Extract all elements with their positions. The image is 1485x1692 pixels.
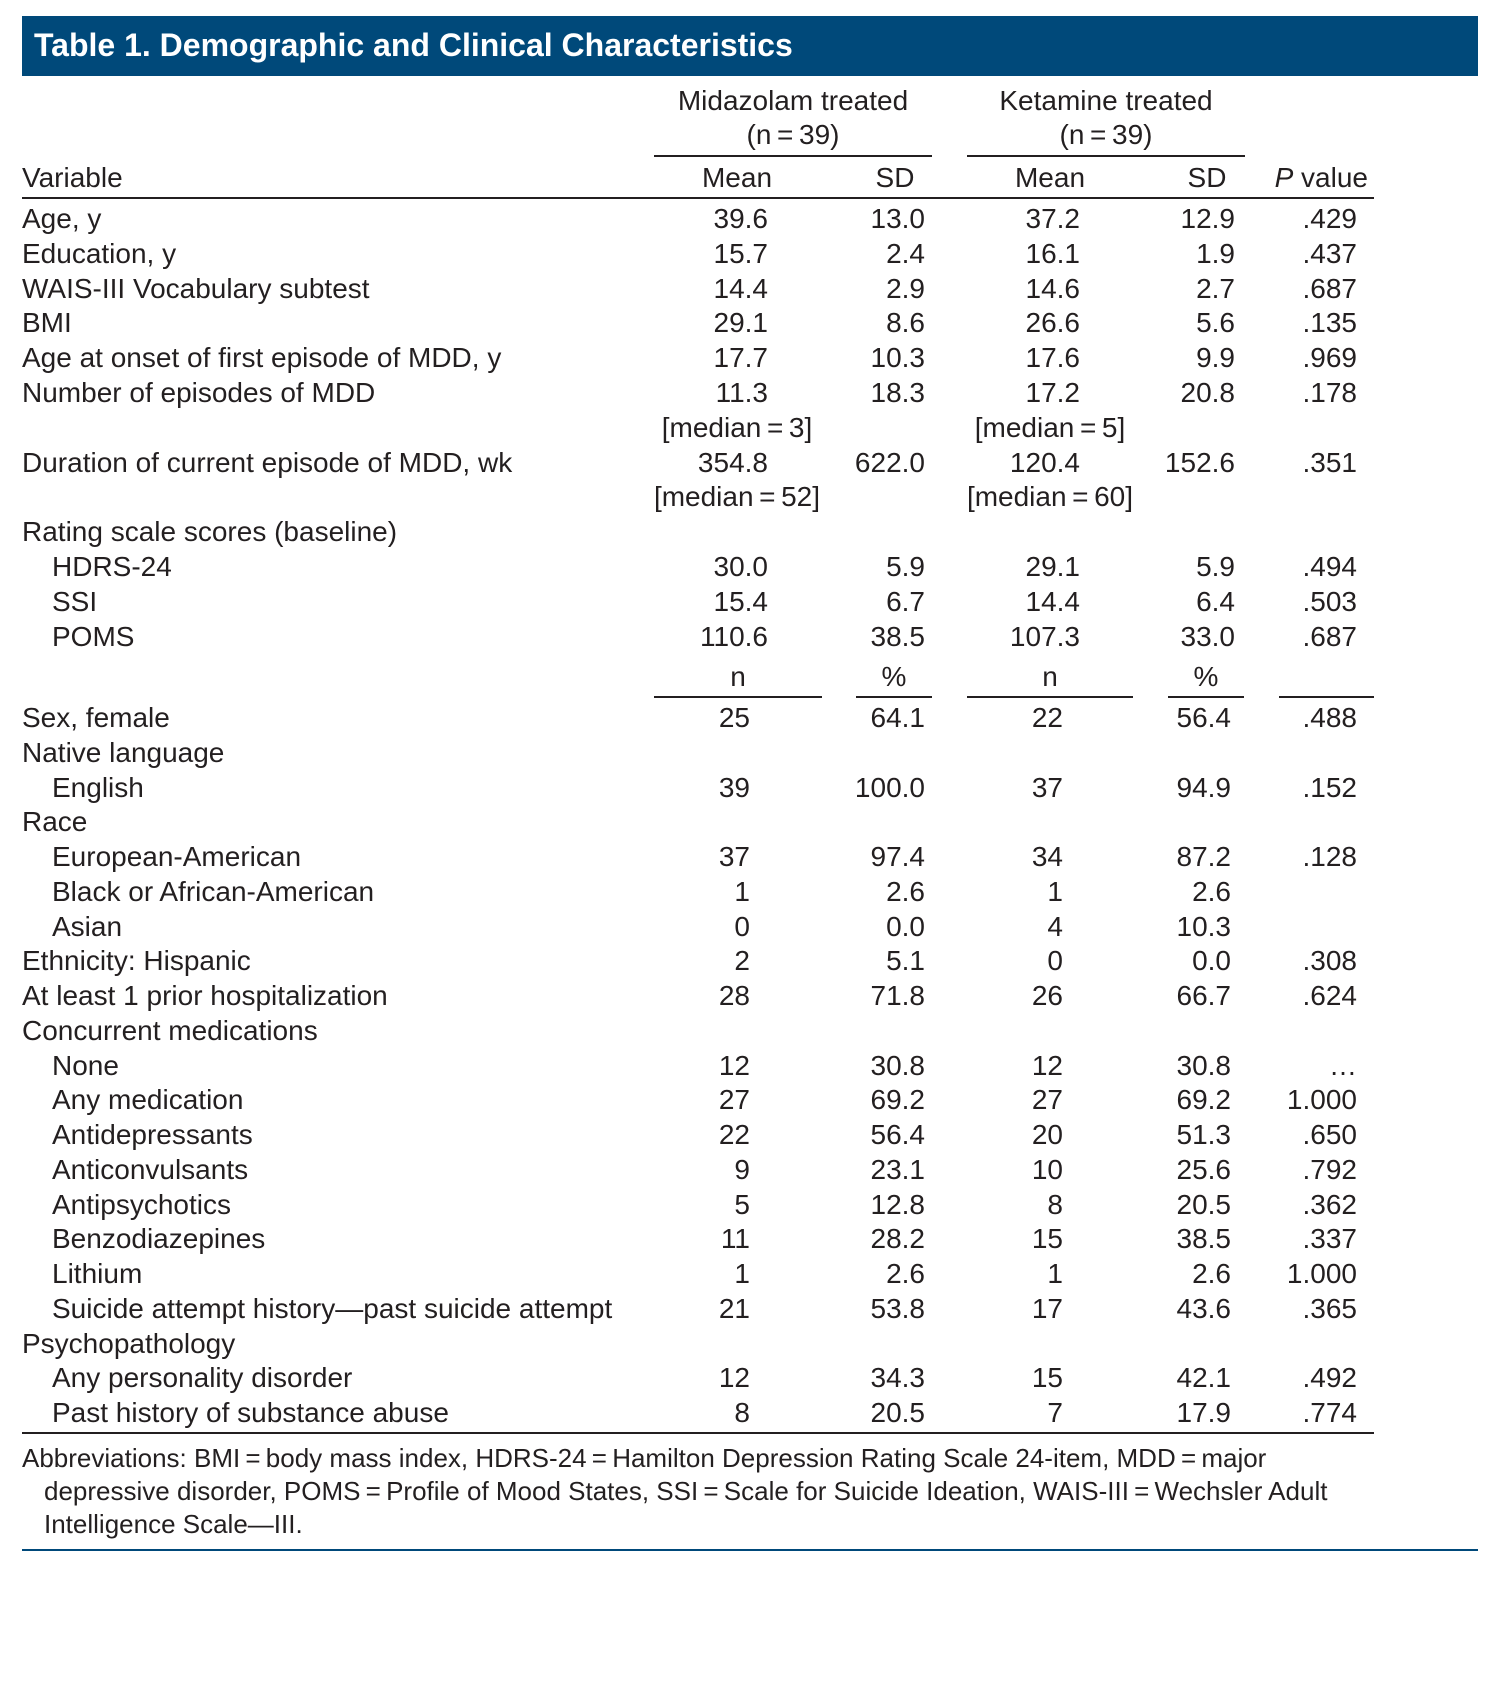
- row-label: POMS: [52, 620, 135, 652]
- cell-midazolam-sd: 5.9: [886, 551, 925, 582]
- cell-midazolam-n: 22: [718, 1119, 750, 1150]
- cell-midazolam-pct: 69.2: [870, 1084, 925, 1116]
- cell-ketamine-mean: 14.6: [1025, 272, 1080, 304]
- cell-ketamine-n: 15: [1031, 1223, 1063, 1255]
- cell-midazolam-n: 8: [734, 1397, 750, 1428]
- row-label: Ethnicity: Hispanic: [22, 945, 251, 977]
- cell-midazolam-sd: 10.3: [870, 342, 925, 374]
- col-header-ketamine-sd: SD: [1187, 162, 1227, 193]
- cell-ketamine-pct: 51.3: [1176, 1119, 1231, 1150]
- cell-ketamine-pct: 42.1: [1176, 1362, 1231, 1394]
- cell-p-value: .503: [1302, 585, 1357, 617]
- cell-ketamine-mean: 17.2: [1025, 377, 1080, 408]
- col-header-midazolam-sd: SD: [875, 162, 915, 193]
- cell-ketamine-n: 17: [1031, 1292, 1063, 1324]
- cell-midazolam-pct: 64.1: [870, 702, 925, 733]
- cell-midazolam-mean: 110.6: [700, 620, 768, 652]
- cell-ketamine-sd: 6.4: [1196, 585, 1235, 617]
- cell-ketamine-n: 7: [1047, 1397, 1063, 1428]
- row-label: Age, y: [22, 203, 102, 234]
- cell-p-value: .365: [1302, 1292, 1357, 1324]
- cell-ketamine-sd: 12.9: [1180, 203, 1235, 234]
- row-label: Number of episodes of MDD: [22, 377, 376, 408]
- cell-ketamine-mean: 29.1: [1025, 551, 1080, 582]
- cell-ketamine-sd: 1.9: [1196, 237, 1235, 269]
- cell-p-value: 1.000: [1286, 1258, 1357, 1289]
- cell-midazolam-mean: 17.7: [713, 342, 768, 374]
- cell-midazolam-pct: 2.6: [886, 1258, 925, 1289]
- row-label: Education, y: [22, 237, 177, 269]
- cell-midazolam-mean: 11.3: [715, 377, 768, 408]
- cell-midazolam-pct: 56.4: [870, 1119, 925, 1150]
- group-ketamine-n: (n = 39): [1059, 119, 1153, 150]
- col-header-ketamine-mean: Mean: [1014, 162, 1086, 193]
- col-header-ketamine-pct: %: [1193, 661, 1219, 692]
- cell-midazolam-sd: 6.7: [886, 585, 925, 617]
- cell-midazolam-pct: 12.8: [870, 1188, 925, 1220]
- col-header-midazolam-n: n: [730, 661, 746, 692]
- cell-midazolam-pct: 30.8: [870, 1049, 925, 1081]
- row-label: Lithium: [52, 1258, 143, 1289]
- subheader-rule-k-n: [967, 696, 1133, 698]
- cell-ketamine-pct: 30.8: [1176, 1049, 1231, 1081]
- cell-p-value: .650: [1302, 1119, 1357, 1150]
- cell-midazolam-pct: 20.5: [870, 1397, 925, 1428]
- group-rule-midazolam: [654, 155, 932, 157]
- cell-midazolam-n: 12: [718, 1362, 750, 1394]
- cell-ketamine-mean: 17.6: [1025, 342, 1080, 374]
- cell-midazolam-pct: 2.6: [886, 875, 925, 907]
- row-label: Sex, female: [22, 702, 170, 733]
- cell-ketamine-sd: 20.8: [1180, 377, 1235, 408]
- cell-midazolam-pct: 5.1: [886, 945, 925, 977]
- col-header-midazolam-mean: Mean: [701, 162, 773, 193]
- footnote-line-3: Intelligence Scale—III.: [44, 1509, 303, 1539]
- cell-midazolam-mean: 39.6: [713, 203, 768, 234]
- row-label: BMI: [22, 307, 72, 339]
- subheader-rule-m-n: [654, 696, 822, 698]
- cell-ketamine-pct: 25.6: [1176, 1153, 1231, 1185]
- cell-midazolam-n: 39: [718, 771, 750, 803]
- subheader-rule-k-pct: [1168, 696, 1244, 698]
- cell-midazolam-mean: 14.4: [713, 272, 768, 304]
- cell-midazolam-sd: 622.0: [854, 446, 925, 478]
- cell-midazolam-n: 2: [734, 945, 750, 977]
- footer-blue-rule: [22, 1549, 1478, 1551]
- row-label: Concurrent medications: [22, 1014, 318, 1046]
- p-value-word: value: [1293, 162, 1368, 193]
- row-label: SSI: [52, 585, 98, 617]
- cell-midazolam-pct: 0.0: [886, 910, 925, 942]
- median-ketamine: [median = 5]: [974, 411, 1126, 443]
- cell-midazolam-mean: 15.7: [713, 237, 768, 269]
- cell-p-value: .437: [1302, 237, 1357, 269]
- cell-ketamine-sd: 5.6: [1196, 307, 1235, 339]
- cell-ketamine-pct: 56.4: [1176, 702, 1231, 733]
- cell-ketamine-n: 0: [1047, 945, 1063, 977]
- cell-ketamine-n: 12: [1031, 1049, 1063, 1081]
- cell-midazolam-pct: 71.8: [870, 980, 925, 1011]
- row-label: Duration of current episode of MDD, wk: [22, 446, 513, 478]
- cell-p-value: .128: [1302, 841, 1357, 872]
- cell-ketamine-n: 27: [1031, 1084, 1063, 1116]
- cell-ketamine-sd: 152.6: [1164, 446, 1235, 478]
- col-header-p-value: [1260, 161, 1368, 195]
- group-midazolam-n: (n = 39): [746, 119, 840, 150]
- row-label: Any personality disorder: [52, 1362, 353, 1394]
- cell-midazolam-sd: 2.9: [886, 272, 925, 304]
- cell-midazolam-sd: 13.0: [870, 203, 925, 234]
- cell-ketamine-sd: 33.0: [1180, 620, 1235, 652]
- row-label: Asian: [52, 910, 123, 942]
- cell-ketamine-pct: 94.9: [1176, 771, 1231, 803]
- cell-ketamine-mean: 14.4: [1025, 585, 1080, 617]
- footnote-line-2: depressive disorder, POMS = Profile of Mood States, SSI = Scale for Suicide Ideation, WAIS-III = Wechsler Adult: [44, 1476, 1328, 1506]
- group-rule-ketamine: [967, 155, 1245, 157]
- cell-ketamine-sd: 9.9: [1196, 342, 1235, 374]
- cell-ketamine-mean: 120.4: [1009, 446, 1080, 478]
- cell-p-value: .337: [1302, 1223, 1357, 1255]
- cell-ketamine-pct: 0.0: [1192, 945, 1231, 977]
- table-title-bar: [22, 16, 1478, 76]
- cell-midazolam-mean: 15.4: [713, 585, 768, 617]
- row-label: WAIS-III Vocabulary subtest: [22, 272, 370, 304]
- cell-ketamine-n: 1: [1047, 1258, 1063, 1289]
- cell-midazolam-n: 1: [734, 875, 750, 907]
- cell-ketamine-n: 20: [1031, 1119, 1063, 1150]
- cell-midazolam-n: 37: [718, 841, 750, 872]
- median-ketamine: [median = 60]: [966, 481, 1134, 513]
- cell-ketamine-n: 1: [1047, 875, 1063, 907]
- cell-ketamine-n: 22: [1031, 702, 1063, 733]
- cell-ketamine-pct: 17.9: [1176, 1397, 1231, 1428]
- cell-midazolam-mean: 29.1: [713, 307, 768, 339]
- cell-ketamine-n: 10: [1031, 1153, 1063, 1185]
- cell-ketamine-n: 37: [1031, 771, 1063, 803]
- row-label: HDRS-24: [52, 551, 172, 582]
- cell-ketamine-pct: 43.6: [1176, 1292, 1231, 1324]
- col-header-variable: Variable: [22, 162, 123, 193]
- row-label: Past history of substance abuse: [52, 1397, 449, 1428]
- cell-midazolam-n: 5: [734, 1188, 750, 1220]
- cell-midazolam-n: 0: [734, 910, 750, 942]
- cell-ketamine-pct: 2.6: [1192, 1258, 1231, 1289]
- cell-midazolam-pct: 28.2: [870, 1223, 925, 1255]
- cell-ketamine-mean: 16.1: [1025, 237, 1080, 269]
- row-label: At least 1 prior hospitalization: [22, 980, 388, 1011]
- cell-midazolam-n: 25: [718, 702, 750, 733]
- cell-p-value: .624: [1302, 980, 1357, 1011]
- row-label: Age at onset of first episode of MDD, y: [22, 342, 502, 374]
- cell-ketamine-sd: 2.7: [1196, 272, 1235, 304]
- cell-ketamine-pct: 69.2: [1176, 1084, 1231, 1116]
- cell-p-value: .792: [1302, 1153, 1357, 1185]
- cell-ketamine-pct: 87.2: [1176, 841, 1231, 872]
- cell-ketamine-mean: 37.2: [1025, 203, 1080, 234]
- cell-ketamine-mean: 107.3: [1009, 620, 1080, 652]
- cell-midazolam-pct: 97.4: [870, 841, 925, 872]
- cell-ketamine-pct: 10.3: [1176, 910, 1231, 942]
- row-label: Antipsychotics: [52, 1188, 231, 1220]
- cell-p-value: .494: [1302, 551, 1357, 582]
- cell-p-value: .351: [1302, 446, 1357, 478]
- cell-p-value: .152: [1302, 771, 1357, 803]
- cell-p-value: .774: [1302, 1397, 1357, 1428]
- cell-midazolam-sd: 8.6: [886, 307, 925, 339]
- footnote-line-1: Abbreviations: BMI = body mass index, HDRS-24 = Hamilton Depression Rating Scale 24-item, MDD = major: [22, 1443, 1267, 1473]
- cell-midazolam-mean: 30.0: [713, 551, 768, 582]
- cell-midazolam-sd: 18.3: [870, 377, 925, 408]
- cell-p-value: .178: [1302, 377, 1357, 408]
- row-label: Anticonvulsants: [52, 1153, 249, 1185]
- cell-midazolam-mean: 354.8: [697, 446, 768, 478]
- cell-midazolam-sd: 38.5: [870, 620, 925, 652]
- cell-midazolam-n: 1: [734, 1258, 750, 1289]
- cell-midazolam-pct: 23.1: [870, 1153, 925, 1185]
- row-label: Black or African-American: [52, 875, 375, 907]
- cell-ketamine-pct: 20.5: [1176, 1188, 1231, 1220]
- table-title: Table 1. Demographic and Clinical Characteristics: [34, 27, 793, 63]
- row-label: Antidepressants: [52, 1119, 253, 1150]
- row-label: Any medication: [52, 1084, 244, 1116]
- cell-midazolam-pct: 53.8: [870, 1292, 925, 1324]
- cell-ketamine-n: 8: [1047, 1188, 1063, 1220]
- cell-midazolam-n: 11: [720, 1223, 750, 1255]
- cell-ketamine-n: 26: [1031, 980, 1063, 1011]
- group-midazolam-name: Midazolam treated: [677, 85, 909, 116]
- cell-ketamine-pct: 2.6: [1192, 875, 1231, 907]
- row-label: Rating scale scores (baseline): [22, 516, 398, 548]
- cell-midazolam-sd: 2.4: [886, 237, 925, 269]
- row-label: Native language: [22, 736, 225, 768]
- cell-ketamine-n: 4: [1047, 910, 1063, 942]
- row-label: Race: [22, 806, 88, 838]
- row-label: Psychopathology: [22, 1327, 236, 1359]
- col-header-ketamine-n: n: [1042, 661, 1058, 692]
- cell-ketamine-n: 15: [1031, 1362, 1063, 1394]
- cell-midazolam-n: 28: [718, 980, 750, 1011]
- cell-p-value: .429: [1302, 203, 1357, 234]
- cell-ketamine-pct: 66.7: [1176, 980, 1231, 1011]
- cell-p-value: …: [1329, 1049, 1357, 1081]
- cell-midazolam-pct: 100.0: [854, 771, 925, 803]
- table-bottom-rule: [22, 1432, 1374, 1434]
- cell-p-value: .687: [1302, 620, 1357, 652]
- cell-p-value: .308: [1302, 945, 1357, 977]
- cell-ketamine-mean: 26.6: [1025, 307, 1080, 339]
- row-label: Benzodiazepines: [52, 1223, 266, 1255]
- cell-p-value: .362: [1302, 1188, 1357, 1220]
- cell-p-value: .492: [1302, 1362, 1357, 1394]
- cell-midazolam-pct: 34.3: [870, 1362, 925, 1394]
- cell-p-value: .969: [1302, 342, 1357, 374]
- cell-p-value: .135: [1302, 307, 1357, 339]
- col-header-midazolam-pct: %: [881, 661, 907, 692]
- cell-ketamine-pct: 38.5: [1176, 1223, 1231, 1255]
- row-label: Suicide attempt history—past suicide attempt: [52, 1292, 613, 1324]
- cell-midazolam-n: 21: [718, 1292, 750, 1324]
- cell-p-value: .488: [1302, 702, 1357, 733]
- cell-ketamine-sd: 5.9: [1196, 551, 1235, 582]
- cell-ketamine-n: 34: [1031, 841, 1063, 872]
- row-label: None: [52, 1049, 119, 1081]
- row-label: English: [52, 771, 144, 803]
- group-ketamine-name: Ketamine treated: [999, 85, 1213, 116]
- subheader-rule-m-pct: [856, 696, 932, 698]
- median-midazolam: [median = 3]: [661, 411, 813, 443]
- row-label: European-American: [52, 841, 302, 872]
- cell-midazolam-n: 9: [734, 1153, 750, 1185]
- median-midazolam: [median = 52]: [653, 481, 821, 513]
- cell-p-value: 1.000: [1286, 1084, 1357, 1116]
- subheader-rule-p: [1279, 696, 1374, 698]
- cell-midazolam-n: 12: [718, 1049, 750, 1081]
- p-italic: P: [1274, 162, 1294, 193]
- header-rule: [22, 197, 1374, 199]
- cell-p-value: .687: [1302, 272, 1357, 304]
- cell-midazolam-n: 27: [718, 1084, 750, 1116]
